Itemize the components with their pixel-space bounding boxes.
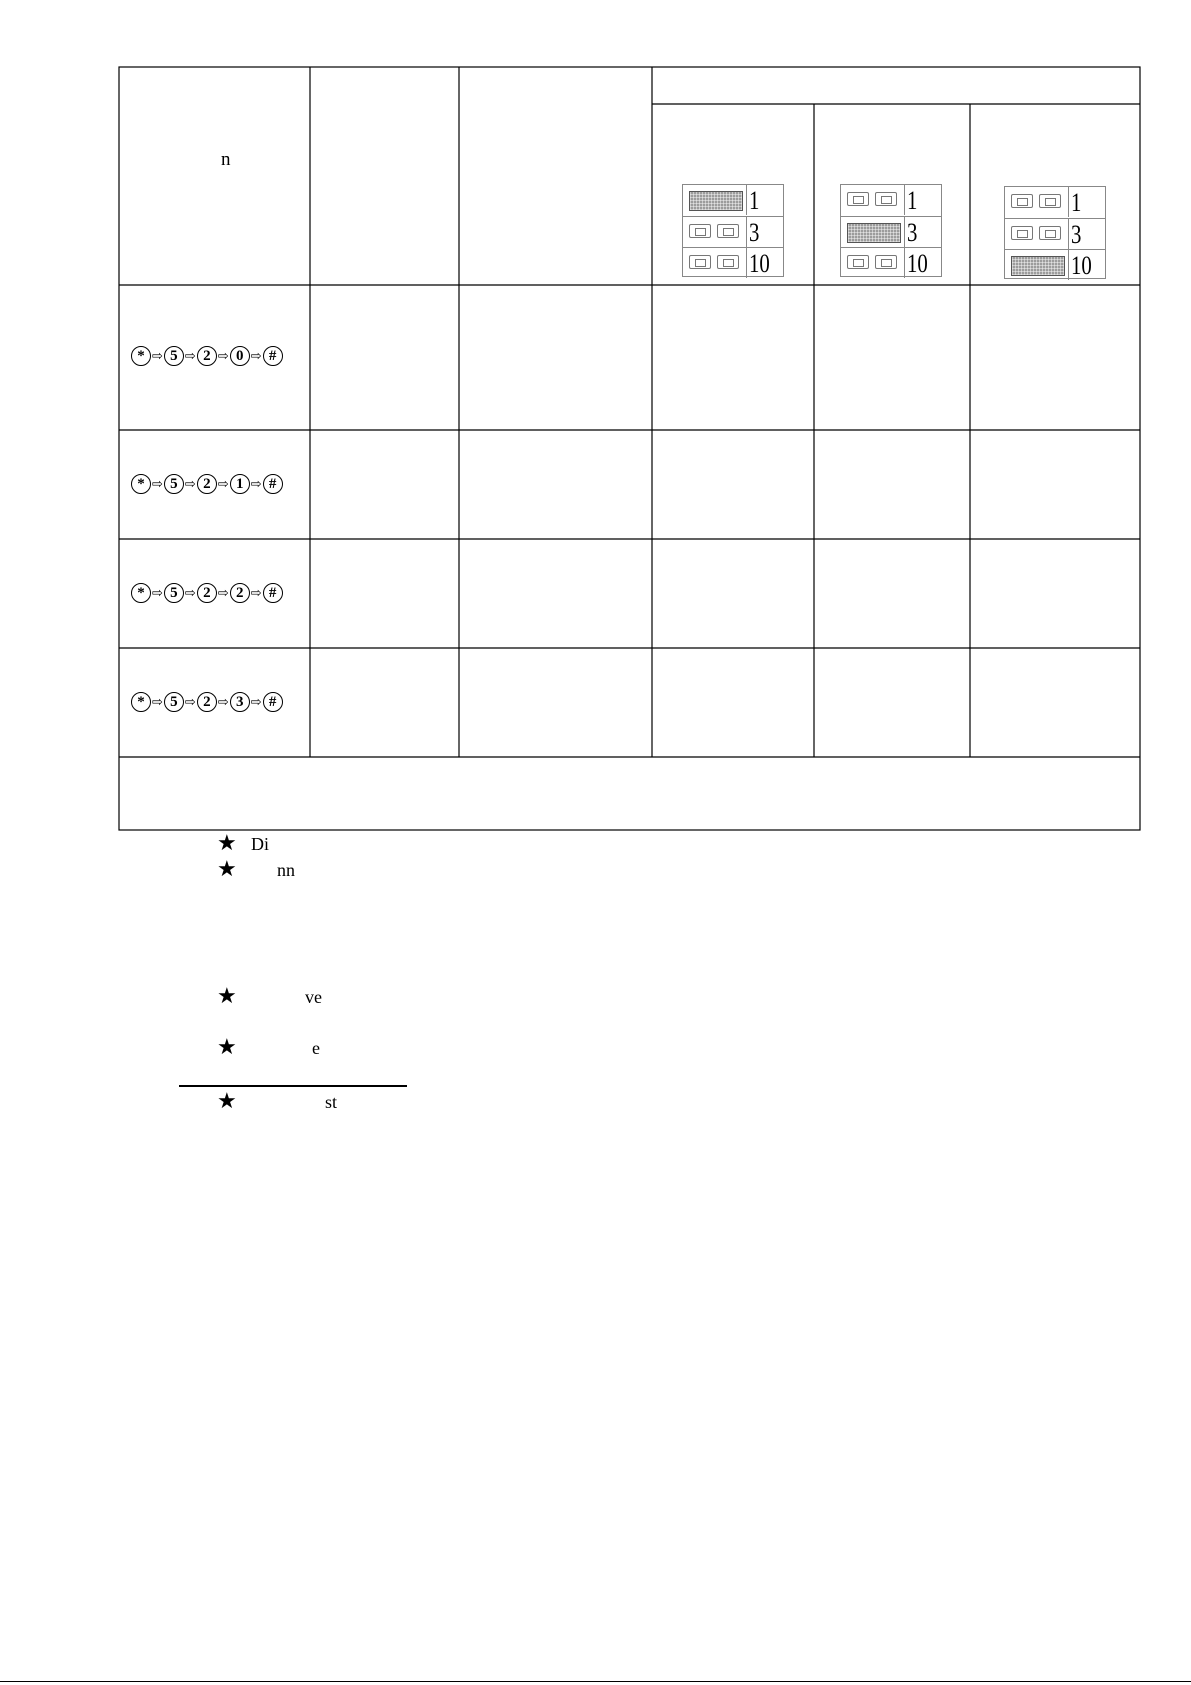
- key-sequence-row-4: [131, 692, 283, 712]
- key-5-icon: 5: [164, 346, 184, 366]
- key-hash-icon: #: [263, 692, 283, 712]
- jumper-option-3: [1004, 186, 1106, 279]
- key-2-icon: 2: [197, 346, 217, 366]
- key-5-icon: 5: [164, 583, 184, 603]
- option-1-value-1: 1: [749, 186, 760, 215]
- key-hash-icon: #: [263, 346, 283, 366]
- option-1-value-10: 10: [749, 249, 770, 278]
- arrow-right-icon: ⇨: [217, 694, 229, 710]
- option-3-value-10: 10: [1071, 251, 1092, 280]
- key-sequence-row-1: [131, 346, 283, 366]
- star-icon: ★: [217, 831, 237, 856]
- key-3-icon: 3: [230, 692, 250, 712]
- star-icon: ★: [217, 857, 237, 882]
- arrow-right-icon: ⇨: [184, 585, 196, 601]
- key-star-icon: *: [131, 474, 151, 494]
- arrow-right-icon: ⇨: [184, 348, 196, 364]
- arrow-right-icon: ⇨: [217, 348, 229, 364]
- star-icon: ★: [217, 1089, 237, 1114]
- key-2-icon: 2: [197, 583, 217, 603]
- key-2-icon: 2: [197, 474, 217, 494]
- key-star-icon: *: [131, 346, 151, 366]
- note-text: ve: [305, 987, 322, 1007]
- arrow-right-icon: ⇨: [184, 694, 196, 710]
- key-hash-icon: #: [263, 583, 283, 603]
- arrow-right-icon: ⇨: [152, 694, 163, 710]
- arrow-right-icon: ⇨: [250, 348, 262, 364]
- arrow-right-icon: ⇨: [217, 585, 229, 601]
- option-2-value-1: 1: [907, 186, 918, 215]
- option-3-value-1: 1: [1071, 188, 1082, 217]
- arrow-right-icon: ⇨: [184, 476, 196, 492]
- jumper-cap-icon: [689, 191, 743, 211]
- star-icon: ★: [217, 984, 237, 1009]
- note-text: Di: [251, 834, 269, 854]
- key-1-icon: 1: [230, 474, 250, 494]
- key-sequence-row-3: [131, 583, 283, 603]
- key-2-icon: 2: [230, 583, 250, 603]
- arrow-right-icon: ⇨: [152, 476, 163, 492]
- arrow-right-icon: ⇨: [152, 348, 163, 364]
- arrow-right-icon: ⇨: [250, 476, 262, 492]
- jumper-option-1: [682, 184, 784, 277]
- arrow-right-icon: ⇨: [250, 585, 262, 601]
- key-5-icon: 5: [164, 692, 184, 712]
- arrow-right-icon: ⇨: [152, 585, 163, 601]
- jumper-cap-icon: [847, 223, 901, 243]
- key-star-icon: *: [131, 692, 151, 712]
- page-bottom-rule: [0, 1681, 1191, 1682]
- key-hash-icon: #: [263, 474, 283, 494]
- key-2-icon: 2: [197, 692, 217, 712]
- note-text: st: [325, 1092, 338, 1112]
- note-text: nn: [277, 860, 295, 880]
- key-0-icon: 0: [230, 346, 250, 366]
- star-icon: ★: [217, 1035, 237, 1060]
- key-star-icon: *: [131, 583, 151, 603]
- option-3-value-3: 3: [1071, 220, 1082, 249]
- header-label: n: [221, 149, 231, 170]
- arrow-right-icon: ⇨: [250, 694, 262, 710]
- divider: [179, 1085, 407, 1087]
- note-text: e: [312, 1038, 320, 1058]
- jumper-option-2: [840, 184, 942, 277]
- jumper-cap-icon: [1011, 256, 1065, 276]
- option-1-value-3: 3: [749, 218, 760, 247]
- key-5-icon: 5: [164, 474, 184, 494]
- arrow-right-icon: ⇨: [217, 476, 229, 492]
- option-2-value-10: 10: [907, 249, 928, 278]
- key-sequence-row-2: [131, 474, 283, 494]
- option-2-value-3: 3: [907, 218, 918, 247]
